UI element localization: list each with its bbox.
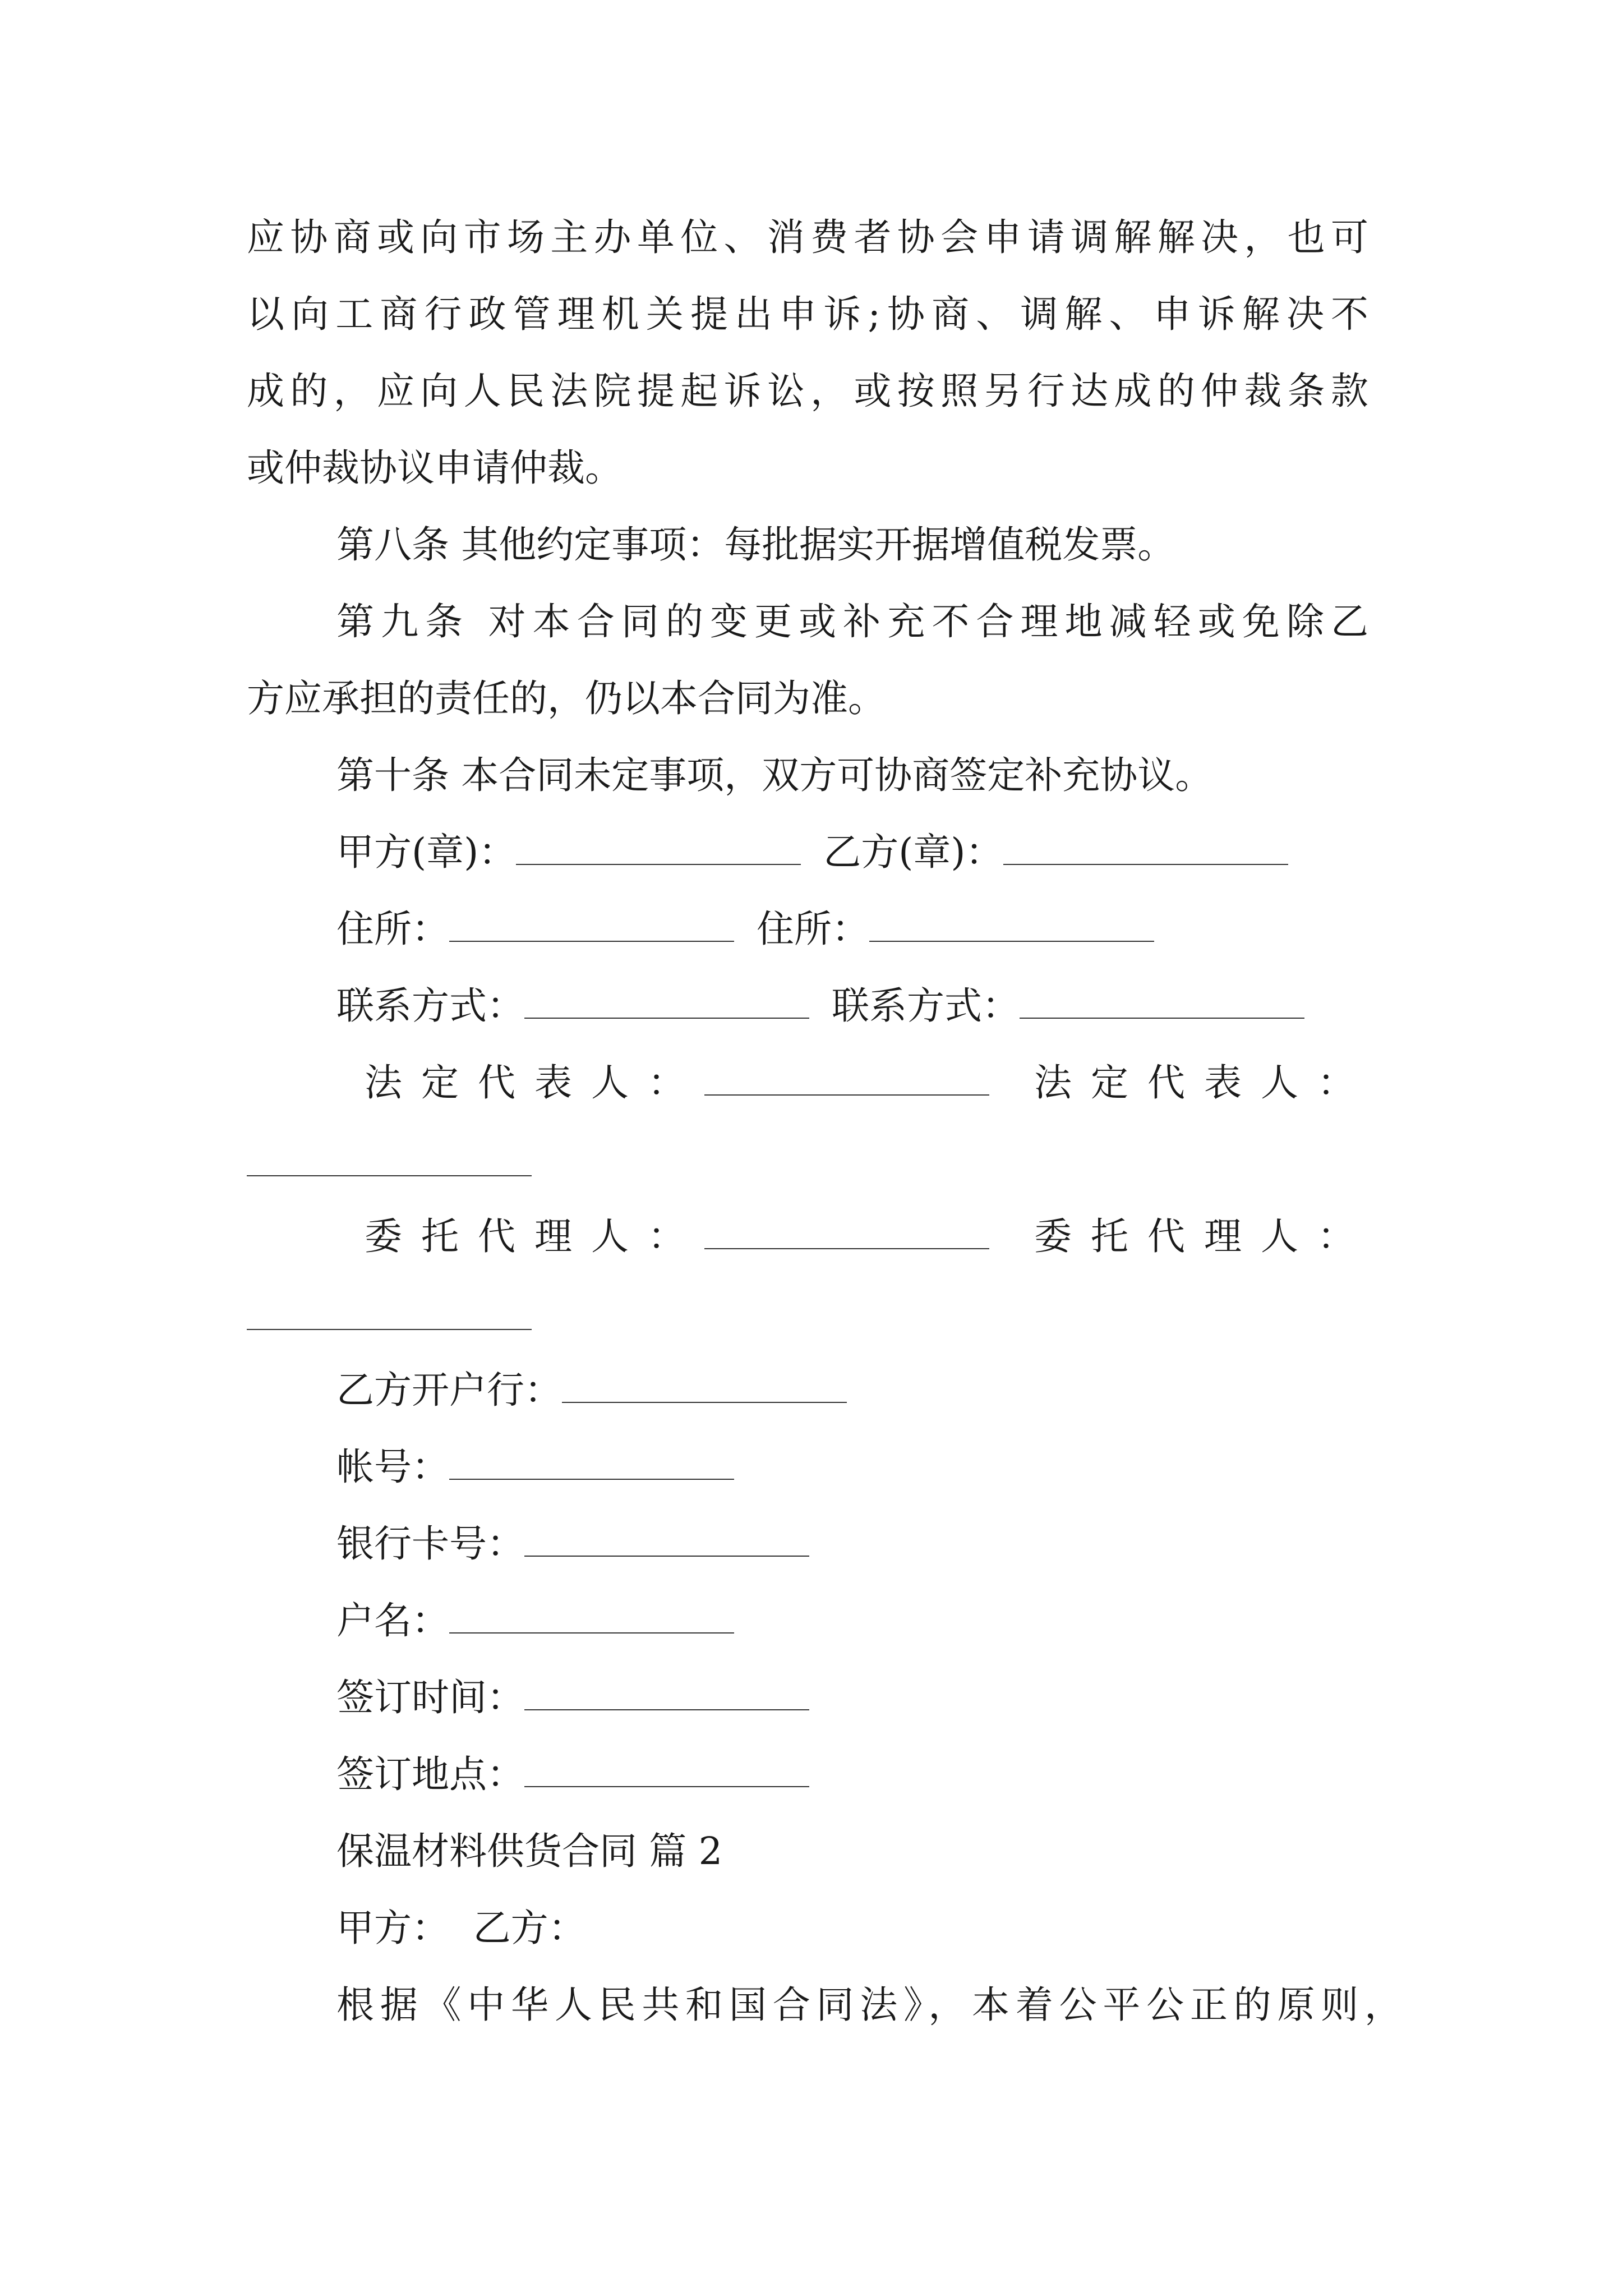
paragraph-line: 成的，应向人民法院提起诉讼，或按照另行达成的仲裁条款 (247, 369, 1368, 413)
address-a-label: 住所： (336, 907, 449, 951)
agent-a-blank (704, 1223, 989, 1249)
sign-time-row (336, 1675, 809, 1720)
bank-row (336, 1368, 847, 1412)
sign-place-label: 签订地点： (336, 1752, 524, 1796)
article-9: 第九条 对本合同的变更或补充不合理地减轻或免除乙 (336, 600, 1368, 643)
address-row (336, 907, 1154, 951)
legal-rep-a-blank (704, 1070, 989, 1096)
card-row (336, 1521, 809, 1566)
agent-b-blank (247, 1329, 532, 1330)
card-blank (524, 1531, 809, 1557)
sign-time-blank (524, 1685, 809, 1710)
agent-row (365, 1214, 1374, 1259)
account-blank (449, 1454, 734, 1480)
paragraph-line: 应协商或向市场主办单位、消费者协会申请调解解决，也可 (247, 215, 1368, 259)
address-a-blank (449, 916, 734, 942)
address-b-label: 住所： (757, 907, 869, 951)
legal-rep-row (365, 1060, 1374, 1105)
paragraph-line: 以向工商行政管理机关提出申诉;协商、调解、申诉解决不 (247, 292, 1368, 336)
account-label: 帐号： (336, 1445, 449, 1489)
account-name-label: 户名： (336, 1599, 449, 1642)
contact-b-label: 联系方式： (832, 984, 1020, 1028)
sign-place-blank (524, 1761, 809, 1787)
account-name-blank (449, 1608, 734, 1634)
sign-place-row (336, 1752, 809, 1797)
legal-rep-b-label: 法定代表人： (1034, 1061, 1374, 1105)
contact-a-label: 联系方式： (336, 984, 524, 1028)
party-b-seal-blank (1003, 839, 1288, 865)
party-b-seal-label: 乙方(章)： (823, 830, 1003, 874)
bank-blank (562, 1377, 847, 1403)
paragraph-line: 或仲裁协议申请仲裁。 (247, 446, 623, 490)
agent-b-label: 委托代理人： (1034, 1214, 1374, 1258)
contact-a-blank (524, 993, 809, 1019)
card-label: 银行卡号： (336, 1522, 524, 1566)
intro-line: 根据《中华人民共和国合同法》，本着公平公正的原则， (336, 1983, 1402, 2027)
party-a-seal-label: 甲方(章)： (336, 830, 517, 874)
section-title: 保温材料供货合同 篇 2 (336, 1829, 723, 1873)
bank-label: 乙方开户行： (336, 1368, 562, 1412)
account-name-row (336, 1598, 734, 1643)
parties-line: 甲方： 乙方： (336, 1906, 586, 1950)
contact-row (336, 983, 1304, 1028)
contact-b-blank (1020, 993, 1304, 1019)
sign-time-label: 签订时间： (336, 1676, 524, 1719)
party-a-seal-blank (516, 839, 801, 865)
address-b-blank (869, 916, 1154, 942)
article-9-cont: 方应承担的责任的，仍以本合同为准。 (247, 677, 886, 720)
article-8: 第八条 其他约定事项：每批据实开据增值税发票。 (336, 523, 1175, 567)
legal-rep-a-label: 法定代表人： (365, 1061, 704, 1105)
agent-a-label: 委托代理人： (365, 1214, 704, 1258)
article-10: 第十条 本合同未定事项，双方可协商签定补充协议。 (336, 753, 1213, 797)
account-row (336, 1444, 734, 1489)
legal-rep-b-blank (247, 1175, 532, 1176)
seal-row (336, 830, 1288, 875)
